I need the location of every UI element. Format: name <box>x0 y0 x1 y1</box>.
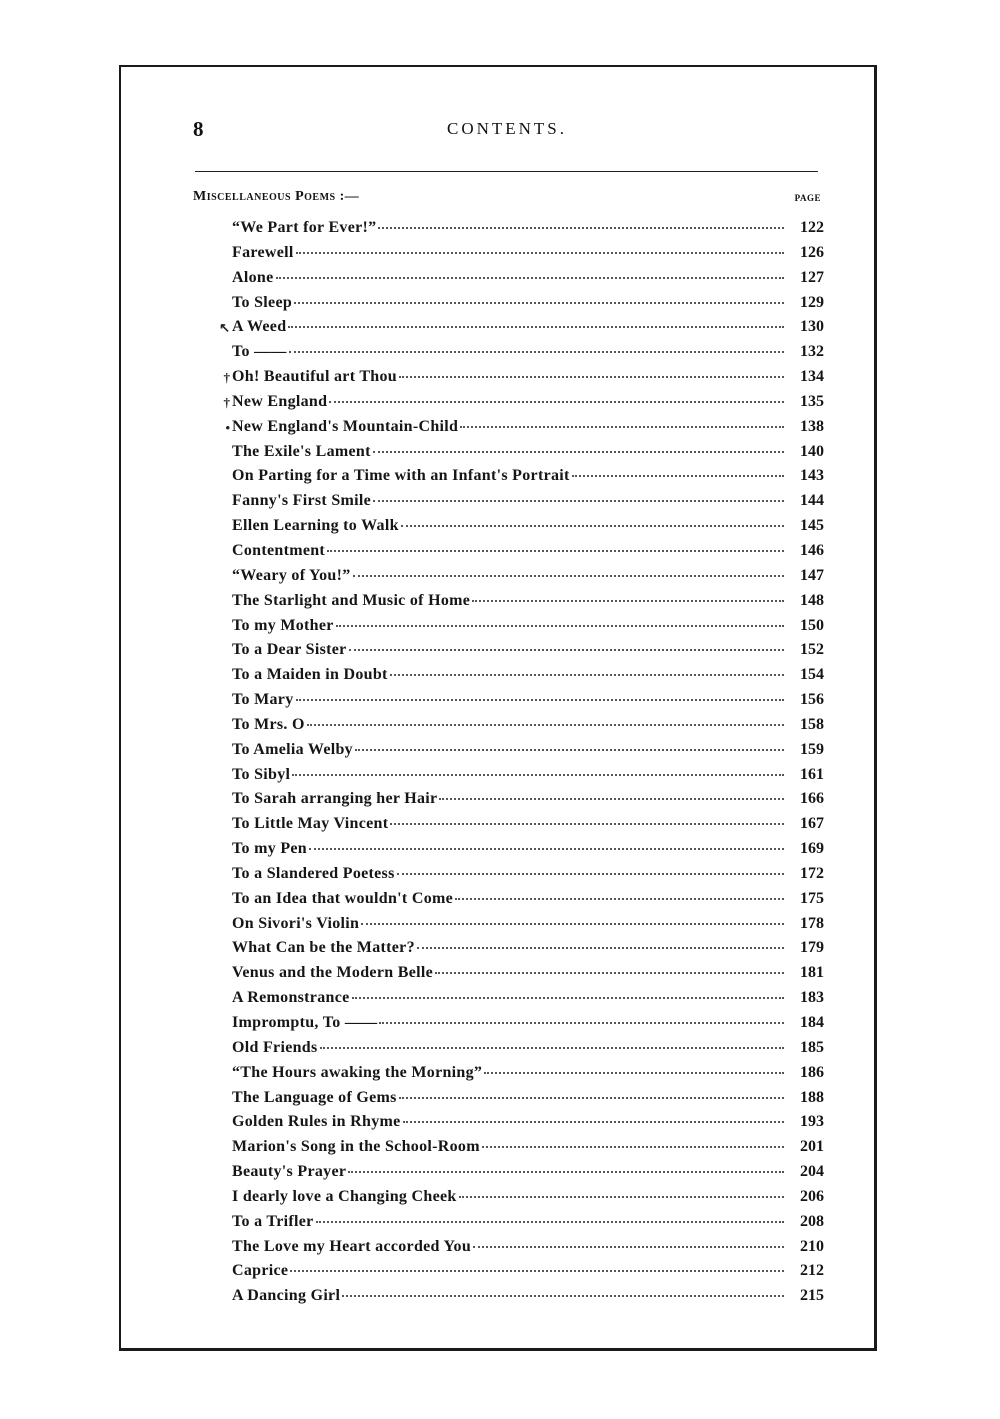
page-column-label: PAGE <box>794 193 821 203</box>
dot-leader <box>484 1072 784 1074</box>
entry-page-number: 140 <box>800 442 824 460</box>
dot-leader <box>290 1270 784 1272</box>
dot-leader <box>336 625 784 627</box>
dot-leader <box>399 376 784 378</box>
entry-page-number: 215 <box>800 1287 824 1305</box>
entry-page-number: 178 <box>800 914 824 932</box>
contents-entry[interactable] <box>214 219 824 244</box>
contents-entry[interactable] <box>214 567 824 592</box>
dot-leader <box>296 699 784 701</box>
contents-entry[interactable] <box>214 1113 824 1138</box>
contents-entry[interactable] <box>214 865 824 890</box>
entry-page-number: 208 <box>800 1212 824 1230</box>
contents-entry[interactable] <box>214 989 824 1014</box>
entry-title: To a Dear Sister <box>232 641 347 659</box>
entry-page-number: 210 <box>800 1237 824 1255</box>
entry-title: To Mrs. O <box>232 715 305 733</box>
contents-entry[interactable] <box>214 939 824 964</box>
entry-title: Old Friends <box>232 1038 318 1056</box>
dot-leader <box>459 1196 784 1198</box>
entry-title: To a Trifler <box>232 1212 314 1230</box>
entry-page-number: 143 <box>800 467 824 485</box>
entry-page-number: 204 <box>800 1163 824 1181</box>
entry-title: To Sarah arranging her Hair <box>232 790 438 808</box>
dot-leader <box>320 1047 784 1049</box>
contents-entry[interactable] <box>214 368 824 393</box>
contents-entry[interactable] <box>214 890 824 915</box>
contents-entry[interactable] <box>214 1238 824 1263</box>
contents-entry[interactable] <box>214 1039 824 1064</box>
entry-title: Fanny's First Smile <box>232 492 372 510</box>
entry-page-number: 188 <box>800 1088 824 1106</box>
dot-leader <box>473 1246 784 1248</box>
entry-title: To my Mother <box>232 616 334 634</box>
dot-leader <box>390 674 784 676</box>
entry-title: On Sivori's Violin <box>232 914 360 932</box>
entry-page-number: 134 <box>800 368 824 386</box>
entry-title: Alone <box>232 268 274 286</box>
dot-leader <box>472 600 784 602</box>
entry-title: To a Maiden in Doubt <box>232 666 388 684</box>
entry-title: A Dancing Girl <box>232 1287 341 1305</box>
entry-title: To —— <box>232 343 287 361</box>
contents-entry[interactable] <box>214 666 824 691</box>
entry-title: Impromptu, To —— <box>232 1014 378 1031</box>
entry-page-number: 193 <box>800 1113 824 1131</box>
entry-title: To an Idea that wouldn't Come <box>232 889 454 907</box>
entry-title: Oh! Beautiful art Thou <box>232 368 397 386</box>
dot-leader <box>435 972 784 974</box>
entry-page-number: 206 <box>800 1187 824 1205</box>
entry-title: A Remonstrance <box>232 989 350 1007</box>
pencil-mark: † <box>223 394 230 410</box>
contents-entry[interactable] <box>214 294 824 319</box>
contents-entry[interactable] <box>214 492 824 517</box>
contents-entry[interactable] <box>214 443 824 468</box>
page-header <box>193 117 821 145</box>
dot-leader <box>353 575 784 577</box>
contents-entry[interactable] <box>214 617 824 642</box>
contents-entry[interactable] <box>214 244 824 269</box>
section-heading <box>193 189 823 211</box>
entry-page-number: 147 <box>800 566 824 584</box>
entry-title: On Parting for a Time with an Infant's Portrait <box>232 467 570 485</box>
contents-entry[interactable] <box>214 1089 824 1114</box>
entry-title: Marion's Song in the School-Room <box>232 1138 480 1156</box>
entry-title: “We Part for Ever!” <box>232 219 377 236</box>
entry-page-number: 184 <box>800 1014 824 1031</box>
contents-entry[interactable] <box>214 393 824 418</box>
dot-leader <box>276 277 785 279</box>
entry-page-number: 127 <box>800 268 824 286</box>
pencil-mark: ↖ <box>219 320 230 336</box>
entry-title: A Weed <box>232 318 287 336</box>
contents-list <box>214 219 824 1312</box>
entry-title: To Mary <box>232 691 294 709</box>
dot-leader <box>307 724 784 726</box>
dot-leader <box>403 1121 784 1123</box>
section-title: Miscellaneous Poems :— <box>193 189 360 204</box>
dot-leader <box>289 351 784 353</box>
dot-leader <box>373 451 784 453</box>
contents-entry[interactable] <box>214 766 824 791</box>
dot-leader <box>373 500 784 502</box>
contents-entry[interactable] <box>214 964 824 989</box>
dot-leader <box>316 1221 784 1223</box>
page-number: 8 <box>193 117 204 141</box>
contents-entry[interactable] <box>214 269 824 294</box>
contents-entry[interactable] <box>214 318 824 343</box>
entry-page-number: 146 <box>800 541 824 559</box>
header-rule <box>195 171 818 172</box>
entry-page-number: 122 <box>800 219 824 236</box>
dot-leader <box>327 550 784 552</box>
entry-title: Venus and the Modern Belle <box>232 964 434 982</box>
contents-entry[interactable] <box>214 542 824 567</box>
dot-leader <box>349 649 784 651</box>
entry-page-number: 126 <box>800 243 824 261</box>
contents-entry[interactable] <box>214 1138 824 1163</box>
contents-entry[interactable] <box>214 418 824 443</box>
dot-leader <box>355 749 784 751</box>
entry-title: “Weary of You!” <box>232 566 351 584</box>
contents-entry[interactable] <box>214 1188 824 1213</box>
dot-leader <box>455 898 784 900</box>
dot-leader <box>329 401 784 403</box>
entry-page-number: 161 <box>800 765 824 783</box>
entry-page-number: 150 <box>800 616 824 634</box>
contents-entry[interactable] <box>214 467 824 492</box>
entry-page-number: 183 <box>800 989 824 1007</box>
dot-leader <box>342 1295 784 1297</box>
contents-entry[interactable] <box>214 1213 824 1238</box>
entry-title: “The Hours awaking the Morning” <box>232 1063 483 1081</box>
entry-title: The Exile's Lament <box>232 442 371 460</box>
entry-page-number: 167 <box>800 815 824 833</box>
entry-page-number: 144 <box>800 492 824 510</box>
contents-entry[interactable] <box>214 1163 824 1188</box>
contents-entry[interactable] <box>214 915 824 940</box>
entry-title: To Amelia Welby <box>232 740 353 758</box>
dot-leader <box>348 1171 784 1173</box>
entry-page-number: 135 <box>800 392 824 410</box>
dot-leader <box>379 1022 784 1024</box>
entry-page-number: 172 <box>800 864 824 882</box>
contents-entry[interactable] <box>214 641 824 666</box>
contents-entry[interactable] <box>214 1014 824 1039</box>
dot-leader <box>401 525 784 527</box>
contents-entry[interactable] <box>214 1064 824 1089</box>
entry-page-number: 132 <box>800 343 824 361</box>
dot-leader <box>378 227 784 229</box>
entry-title: Caprice <box>232 1262 289 1280</box>
entry-page-number: 212 <box>800 1262 824 1280</box>
entry-title: I dearly love a Changing Cheek <box>232 1187 457 1205</box>
dot-leader <box>399 1097 784 1099</box>
dot-leader <box>439 798 784 800</box>
entry-title: To Sibyl <box>232 765 291 783</box>
entry-page-number: 145 <box>800 517 824 535</box>
dot-leader <box>572 475 784 477</box>
dot-leader <box>294 302 784 304</box>
contents-entry[interactable] <box>214 840 824 865</box>
contents-entry[interactable] <box>214 517 824 542</box>
contents-entry[interactable] <box>214 592 824 617</box>
contents-entry[interactable] <box>214 691 824 716</box>
entry-title: The Love my Heart accorded You <box>232 1237 472 1255</box>
entry-title: Farewell <box>232 243 294 261</box>
entry-page-number: 129 <box>800 293 824 311</box>
dot-leader <box>397 873 784 875</box>
pencil-mark: † <box>223 370 230 386</box>
entry-page-number: 130 <box>800 318 824 336</box>
dot-leader <box>288 326 784 328</box>
contents-entry[interactable] <box>214 343 824 368</box>
entry-title: The Language of Gems <box>232 1088 397 1106</box>
entry-title: Golden Rules in Rhyme <box>232 1113 401 1131</box>
contents-entry[interactable] <box>214 1262 824 1287</box>
entry-title: The Starlight and Music of Home <box>232 591 471 609</box>
entry-page-number: 186 <box>800 1063 824 1081</box>
dot-leader <box>460 426 784 428</box>
entry-page-number: 152 <box>800 641 824 659</box>
entry-title: New England's Mountain-Child <box>232 417 459 435</box>
contents-entry[interactable] <box>214 716 824 741</box>
dot-leader <box>482 1146 784 1148</box>
dot-leader <box>292 774 784 776</box>
entry-title: To Sleep <box>232 293 293 311</box>
entry-title: What Can be the Matter? <box>232 939 415 957</box>
entry-page-number: 154 <box>800 666 824 684</box>
pencil-mark: • <box>225 419 230 435</box>
entry-page-number: 181 <box>800 964 824 982</box>
running-title: CONTENTS. <box>446 119 568 138</box>
dot-leader <box>390 823 784 825</box>
contents-entry[interactable] <box>214 1287 824 1312</box>
entry-page-number: 185 <box>800 1038 824 1056</box>
contents-entry[interactable] <box>214 815 824 840</box>
entry-title: Contentment <box>232 541 326 559</box>
contents-entry[interactable] <box>214 741 824 766</box>
dot-leader <box>309 848 784 850</box>
entry-page-number: 148 <box>800 591 824 609</box>
entry-title: To Little May Vincent <box>232 815 389 833</box>
contents-entry[interactable] <box>214 790 824 815</box>
entry-page-number: 138 <box>800 417 824 435</box>
entry-title: Beauty's Prayer <box>232 1163 347 1181</box>
entry-page-number: 175 <box>800 889 824 907</box>
entry-page-number: 158 <box>800 715 824 733</box>
entry-title: To my Pen <box>232 840 308 858</box>
entry-page-number: 156 <box>800 691 824 709</box>
dot-leader <box>352 997 784 999</box>
entry-page-number: 166 <box>800 790 824 808</box>
entry-title: Ellen Learning to Walk <box>232 517 399 535</box>
entry-title: New England <box>232 392 328 410</box>
dot-leader <box>296 252 784 254</box>
entry-title: To a Slandered Poetess <box>232 864 395 882</box>
dot-leader <box>361 923 784 925</box>
entry-page-number: 169 <box>800 840 824 858</box>
entry-page-number: 159 <box>800 740 824 758</box>
entry-page-number: 201 <box>800 1138 824 1156</box>
entry-page-number: 179 <box>800 939 824 957</box>
dot-leader <box>417 947 784 949</box>
